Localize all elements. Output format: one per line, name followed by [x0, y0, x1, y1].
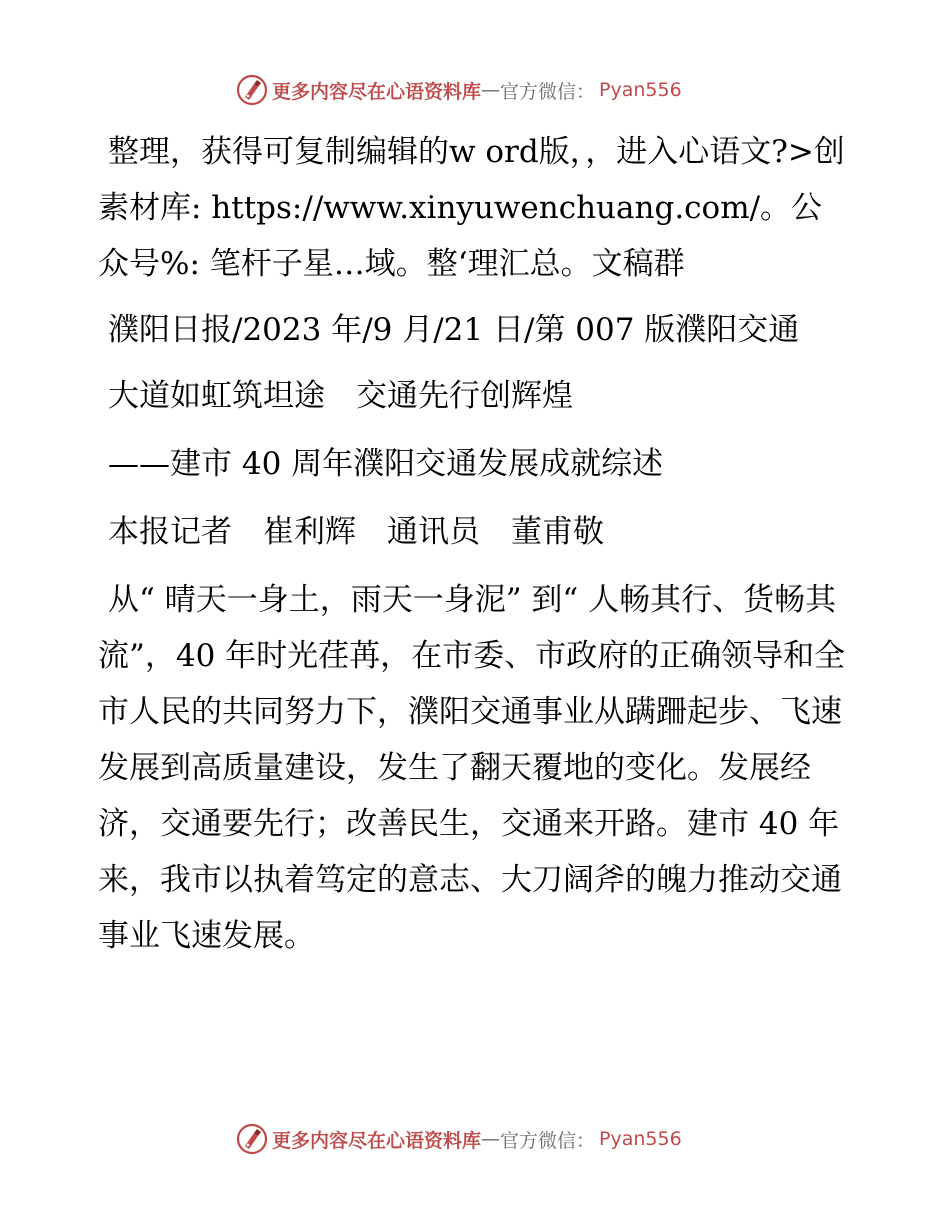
banner-wechat-label: 官方微信： [500, 80, 596, 103]
intro-paragraph: 整理，获得可复制编辑的w ord版，，进入心语文?>创素材库: https://www.xinyuwenchuang.com/。公众号%: 笔杆子星…域。整‘理汇总。文稿群 [98, 134, 845, 282]
article-subtitle: ——建市 40 周年濮阳交通发展成就综述 [108, 446, 664, 482]
banner-main-text: 更多内容尽在心语资料库 [272, 80, 482, 103]
article-byline: 本报记者 崔利辉 通讯员 董甫敬 [108, 514, 604, 550]
pen-nib-logo-icon [236, 74, 268, 106]
source-line: 濮阳日报/2023 年/9 月/21 日/第 007 版濮阳交通 [108, 312, 800, 348]
banner-separator: — [481, 1128, 501, 1150]
banner-main-text: 更多内容尽在心语资料库 [272, 1129, 482, 1152]
footer-watermark-banner [236, 1121, 716, 1157]
document-body [98, 124, 850, 974]
header-watermark-banner [236, 72, 716, 108]
body-paragraph: 从“ 晴天一身土，雨天一身泥” 到“ 人畅其行、货畅其流”，40 年时光荏苒，在市委、市政府的正确领导和全市人民的共同努力下，濮阳交通事业从蹒跚起步、飞速发展到高质量建设，发生了翻天覆地的变化。发展经济，交通要先行；改善民生，交通来开路。建市 40 年来，我市以执着笃定的意志、大刀阔斧的魄力推动交通事业飞速发展。 [98, 582, 846, 954]
article-title: 大道如虹筑坦途 交通先行创辉煌 [108, 378, 573, 414]
banner-wechat-id: Pyan556 [599, 1128, 682, 1150]
banner-wechat-id: Pyan556 [599, 79, 682, 101]
banner-separator: — [481, 79, 501, 101]
pen-nib-logo-icon [236, 1123, 268, 1155]
banner-wechat-label: 官方微信： [500, 1129, 596, 1152]
